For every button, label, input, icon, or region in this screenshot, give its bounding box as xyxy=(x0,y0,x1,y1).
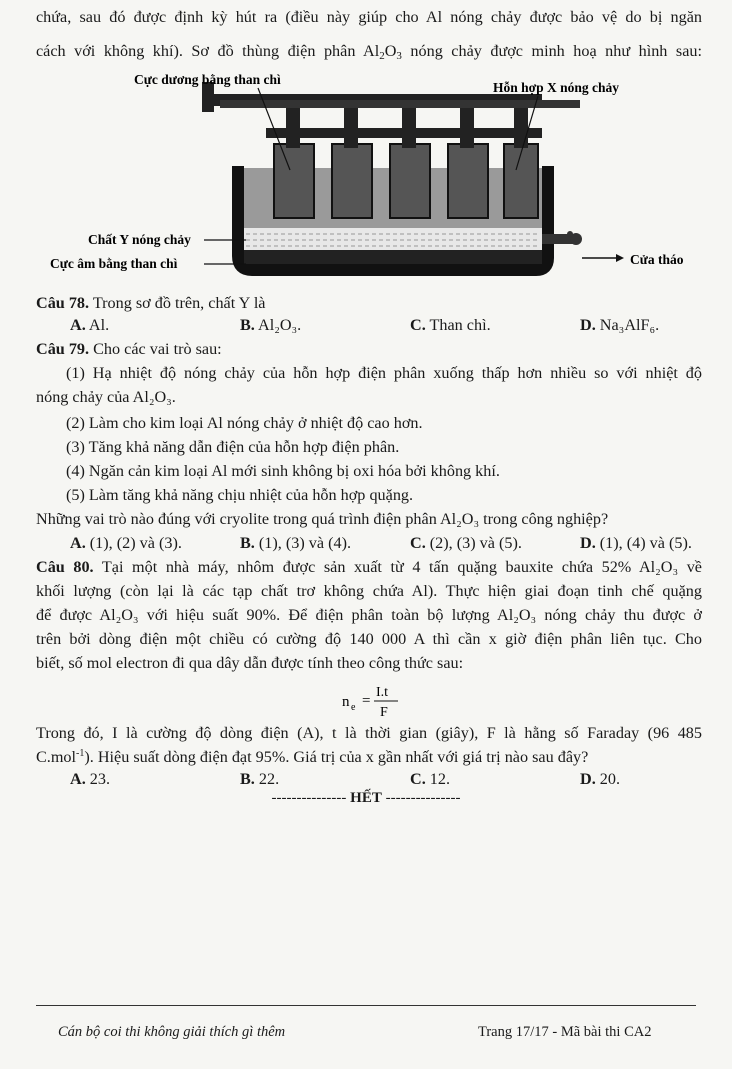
option-text: Na₃AlF₆. xyxy=(595,316,660,334)
option-text: Than chì. xyxy=(425,316,491,334)
option-key: C. xyxy=(410,534,426,552)
footer-divider xyxy=(36,1005,696,1006)
q79-stem xyxy=(36,338,222,360)
formula-lhs: n xyxy=(342,694,350,710)
intro-text: O xyxy=(384,42,397,60)
label-outlet: Cửa tháo xyxy=(630,252,684,267)
page-number: Trang 17/17 - Mã bài thi CA2 xyxy=(478,1024,652,1040)
q80-option-a[interactable] xyxy=(70,768,110,790)
option-key: A. xyxy=(70,316,86,334)
label-anode: Cực dương bằng than chì xyxy=(134,74,281,87)
q80-line-2: khối lượng (còn lại là các tạp chất trơ không chứa Al). Thực hiện giai đoạn tinh chế quặng xyxy=(36,582,702,600)
question-text: Tại một nhà máy, nhôm được sản xuất từ 4 tấn quặng bauxite chứa 52% Al₂O₃ về xyxy=(93,558,702,576)
option-text: 23. xyxy=(85,770,111,788)
label-y: Chất Y nóng chảy xyxy=(88,232,191,247)
q79-role-2: (2) Làm cho kim loại Al nóng chảy ở nhiệt độ cao hơn. xyxy=(66,414,423,432)
intro-text: cách với không khí). Sơ đồ thùng điện phân Al xyxy=(36,42,380,60)
dashes: --------------- xyxy=(385,790,461,806)
option-text: (1), (4) và (5). xyxy=(595,534,692,552)
q80-option-d[interactable] xyxy=(580,768,620,790)
question-number: Câu 79. xyxy=(36,340,90,358)
formula-svg xyxy=(340,680,410,720)
q80-option-b[interactable] xyxy=(240,768,279,790)
option-text: Al. xyxy=(85,316,110,334)
question-text: Trong sơ đồ trên, chất Y là xyxy=(89,294,266,312)
q78-option-c[interactable] xyxy=(410,314,491,336)
question-text: ). Hiệu suất dòng điện đạt 95%. Giá trị của x gần nhất với giá trị nào sau đây? xyxy=(84,748,589,766)
formula-sub: e xyxy=(351,702,356,713)
q80-option-c[interactable] xyxy=(410,768,450,790)
q80-line-3: để được Al₂O₃ với hiệu suất 90%. Để điện phân toàn bộ lượng Al₂O₃ nóng chảy thu được ở xyxy=(36,606,702,624)
q79-role-5: (5) Làm tăng khả năng chịu nhiệt của hỗn hợp quặng. xyxy=(66,486,414,504)
q80-line-7 xyxy=(36,746,588,768)
q79-role-1a: (1) Hạ nhiệt độ nóng chảy của hỗn hợp điện phân xuống thấp hơn nhiều so với nhiệt độ xyxy=(66,364,702,382)
svg-text:=: = xyxy=(362,693,371,709)
electron-formula xyxy=(340,680,410,725)
option-key: A. xyxy=(70,770,86,788)
question-text: Cho các vai trò sau: xyxy=(89,340,222,358)
q80-line-1 xyxy=(36,556,702,578)
intro-line-1: chứa, sau đó được định kỳ hút ra (điều này giúp cho Al nóng chảy được bảo vệ do bị ngăn xyxy=(36,8,702,26)
option-key: B. xyxy=(240,534,255,552)
question-number: Câu 80. xyxy=(36,558,94,576)
label-mixture: Hỗn hợp X nóng chảy xyxy=(493,80,620,95)
q79-role-1b: nóng chảy của Al₂O₃. xyxy=(36,388,176,406)
footer-note: Cán bộ coi thi không giải thích gì thêm xyxy=(58,1024,286,1040)
electrolysis-cell-diagram xyxy=(36,74,702,284)
question-text: C.mol xyxy=(36,748,77,766)
option-text: 12. xyxy=(425,770,451,788)
question-number: Câu 78. xyxy=(36,294,90,312)
option-text: 22. xyxy=(254,770,280,788)
q78-option-b[interactable] xyxy=(240,314,301,336)
formula-numerator: I.t xyxy=(376,685,389,700)
option-key: C. xyxy=(410,316,426,334)
option-text: (1), (2) và (3). xyxy=(85,534,182,552)
q78-option-d[interactable] xyxy=(580,314,659,336)
formula-denominator: F xyxy=(380,705,388,720)
option-key: A. xyxy=(70,534,86,552)
q78-stem xyxy=(36,292,266,314)
intro-line-2: cách với không khí). Sơ đồ thùng điện phân $Al_2O_3$ nóng chảy được minh hoạ như hình sau: xyxy=(36,42,702,62)
option-text: 20. xyxy=(595,770,621,788)
option-text: Al₂O₃. xyxy=(254,316,302,334)
option-key: D. xyxy=(580,534,596,552)
q79-question: Những vai trò nào đúng với cryolite trong quá trình điện phân Al₂O₃ trong công nghiệp? xyxy=(36,510,609,528)
q79-role-4: (4) Ngăn cản kim loại Al mới sinh không bị oxi hóa bởi không khí. xyxy=(66,462,500,480)
end-marker xyxy=(0,790,732,807)
end-word: HẾT xyxy=(350,790,382,806)
q80-line-4: trên bởi dòng điện một chiều có cường độ 140 000 A thì cần x giờ điện phân liên tục. Cho xyxy=(36,630,702,648)
option-text: (2), (3) và (5). xyxy=(425,534,522,552)
q80-line-6: Trong đó, I là cường độ dòng điện (A), t là thời gian (giây), F là hằng số Faraday (96 485 xyxy=(36,724,702,742)
intro-text: nóng chảy được minh hoạ như hình sau: xyxy=(401,42,702,60)
q79-role-3: (3) Tăng khả năng dẫn điện của hỗn hợp điện phân. xyxy=(66,438,400,456)
q80-line-5: biết, số mol electron đi qua dây dẫn được tính theo công thức sau: xyxy=(36,654,464,672)
q79-option-b[interactable] xyxy=(240,532,351,554)
superscript: -1 xyxy=(76,748,85,759)
dashes: --------------- xyxy=(271,790,347,806)
option-key: B. xyxy=(240,316,255,334)
q79-option-d[interactable] xyxy=(580,532,692,554)
q79-option-a[interactable] xyxy=(70,532,182,554)
option-text: (1), (3) và (4). xyxy=(254,534,352,552)
option-key: B. xyxy=(240,770,255,788)
option-key: C. xyxy=(410,770,426,788)
option-key: D. xyxy=(580,770,596,788)
q79-option-c[interactable] xyxy=(410,532,522,554)
option-key: D. xyxy=(580,316,596,334)
label-cathode: Cực âm bằng than chì xyxy=(50,256,178,271)
q78-option-a[interactable] xyxy=(70,314,109,336)
